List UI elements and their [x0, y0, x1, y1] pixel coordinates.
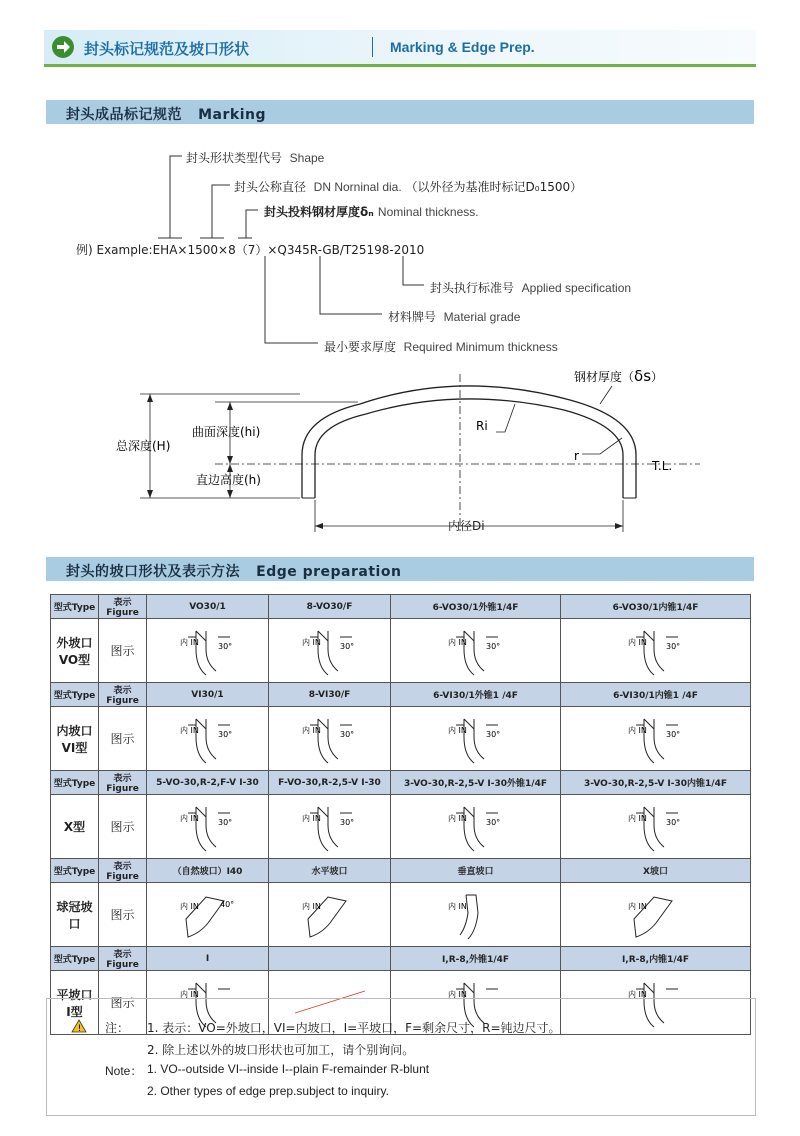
- edge-profile-figure: [391, 795, 561, 859]
- edge-profile-sketch: [606, 883, 706, 943]
- header-title-cn: 封头标记规范及坡口形状: [84, 40, 250, 58]
- edge-section-title: 封头的坡口形状及表示方法 Edge preparation: [66, 564, 402, 580]
- tl-label: T.L.: [652, 459, 673, 473]
- edge-profile-figure: [269, 883, 391, 947]
- type-label-cell: 型式Type: [51, 859, 99, 883]
- edge-code-cell: 3-VO-30,R-2,5-V I-30外锥1/4F: [391, 771, 561, 795]
- edge-type-name: 球冠坡口: [51, 883, 99, 947]
- edge-figure-row: [51, 795, 751, 859]
- edge-profile-figure: [561, 795, 751, 859]
- edge-figure-row: [51, 883, 751, 947]
- figure-label-cell: 表示Figure: [99, 771, 147, 795]
- note-en-label: Note：: [105, 1064, 143, 1078]
- spec-label: 封头执行标准号 Applied specification: [430, 281, 632, 295]
- edge-type-name: 外坡口 VO型: [51, 619, 99, 683]
- angle-label: 30°: [665, 730, 680, 739]
- edge-profile-sketch: [158, 883, 258, 943]
- edge-profile-figure: [561, 619, 751, 683]
- in-label: 内 IN: [301, 726, 321, 735]
- notes-box: [46, 998, 756, 1116]
- angle-label: 30°: [665, 642, 680, 651]
- edge-type-name: X型: [51, 795, 99, 859]
- angle-label: 30°: [339, 642, 354, 651]
- edge-profile-figure: [391, 707, 561, 771]
- figure-cell-label: 图示: [99, 795, 147, 859]
- edge-prep-table: [50, 594, 751, 1035]
- in-label: 内 IN: [301, 814, 321, 823]
- edge-type-name: 内坡口 VI型: [51, 707, 99, 771]
- edge-profile-sketch: [606, 707, 706, 767]
- edge-code-cell: 6-VI30/1内锥1 /4F: [561, 683, 751, 707]
- edge-code-cell: VI30/1: [147, 683, 269, 707]
- total-depth-label: 总深度(H): [116, 439, 171, 453]
- edge-code-cell: 3-VO-30,R-2,5-V I-30内锥1/4F: [561, 771, 751, 795]
- edge-header-row: [51, 771, 751, 795]
- edge-type-name: 平坡口 I型: [51, 971, 99, 1035]
- note-en-1: 1. VO--outside VI--inside I--plain F-remainder R-blunt: [147, 1062, 430, 1076]
- dish-depth-label: 曲面深度(hi): [192, 425, 261, 439]
- figure-label-cell: 表示Figure: [99, 683, 147, 707]
- type-label-cell: 型式Type: [51, 683, 99, 707]
- edge-profile-sketch: [426, 707, 526, 767]
- grade-label: 材料牌号 Material grade: [388, 310, 521, 324]
- in-label: 内 IN: [447, 638, 467, 647]
- edge-code-cell: VO30/1: [147, 595, 269, 619]
- edge-code-cell: 水平坡口: [269, 859, 391, 883]
- angle-label: 30°: [665, 818, 680, 827]
- edge-profile-sketch: [426, 883, 526, 943]
- min-thickness-label: 最小要求厚度 Required Minimum thickness: [324, 340, 558, 354]
- in-label: 内 IN: [179, 726, 199, 735]
- edge-code-cell: F-VO-30,R-2,5-V I-30: [269, 771, 391, 795]
- figure-label-cell: 表示Figure: [99, 595, 147, 619]
- in-label: 内 IN: [447, 814, 467, 823]
- edge-header-row: [51, 683, 751, 707]
- type-label-cell: 型式Type: [51, 947, 99, 971]
- edge-profile-sketch: [606, 619, 706, 679]
- in-label: 内 IN: [627, 726, 647, 735]
- edge-profile-sketch: [426, 795, 526, 855]
- note-en-2: 2. Other types of edge prep.subject to inquiry.: [147, 1084, 389, 1098]
- edge-section-bar: [46, 557, 754, 581]
- edge-profile-sketch: [158, 707, 258, 767]
- edge-code-cell: 垂直坡口: [391, 859, 561, 883]
- figure-cell-label: 图示: [99, 883, 147, 947]
- in-label: 内 IN: [627, 902, 647, 911]
- edge-profile-figure: [269, 707, 391, 771]
- edge-code-cell: I,R-8,外锥1/4F: [391, 947, 561, 971]
- edge-code-cell: 5-VO-30,R-2,F-V I-30: [147, 771, 269, 795]
- warning-icon: [71, 1019, 87, 1036]
- angle-label: 30°: [217, 642, 232, 651]
- edge-profile-figure: [147, 883, 269, 947]
- edge-code-cell: 8-VO30/F: [269, 595, 391, 619]
- edge-profile-figure: [391, 619, 561, 683]
- angle-label: 30°: [339, 818, 354, 827]
- svg-text:!: !: [77, 1024, 82, 1033]
- in-label: 内 IN: [447, 726, 467, 735]
- edge-profile-figure: [269, 795, 391, 859]
- figure-cell-label: 图示: [99, 707, 147, 771]
- type-label-cell: 型式Type: [51, 771, 99, 795]
- edge-profile-figure: [147, 707, 269, 771]
- header-title-en: Marking & Edge Prep.: [390, 39, 535, 55]
- in-label: 内 IN: [179, 990, 199, 999]
- edge-header-row: [51, 947, 751, 971]
- angle-label: 40°: [219, 900, 234, 909]
- angle-label: 30°: [217, 730, 232, 739]
- figure-label-cell: 表示Figure: [99, 947, 147, 971]
- edge-header-row: [51, 595, 751, 619]
- in-label: 内 IN: [179, 638, 199, 647]
- edge-code-cell: 6-VI30/1外锥1 /4F: [391, 683, 561, 707]
- dn-label: 封头公称直径 DN Norninal dia. （以外径为基准时标记D₀1500）: [234, 180, 583, 194]
- edge-code-cell: I,R-8,内锥1/4F: [561, 947, 751, 971]
- in-label: 内 IN: [627, 638, 647, 647]
- edge-profile-figure: [147, 795, 269, 859]
- in-label: 内 IN: [627, 990, 647, 999]
- edge-code-cell: 6-VO30/1外锥1/4F: [391, 595, 561, 619]
- figure-cell-label: 图示: [99, 619, 147, 683]
- in-label: 内 IN: [179, 902, 199, 911]
- edge-figure-row: [51, 619, 751, 683]
- angle-label: 30°: [485, 818, 500, 827]
- edge-profile-sketch: [158, 795, 258, 855]
- edge-profile-figure: [561, 707, 751, 771]
- edge-code-cell: 6-VO30/1内锥1/4F: [561, 595, 751, 619]
- in-label: 内 IN: [301, 902, 321, 911]
- edge-profile-sketch: [606, 795, 706, 855]
- angle-label: 30°: [485, 642, 500, 651]
- edge-code-cell: I: [147, 947, 269, 971]
- marking-section-title: 封头成品标记规范 Marking: [66, 107, 267, 123]
- note-cn-2: 2. 除上述以外的坡口形状也可加工，请个别询问。: [147, 1043, 415, 1057]
- in-label: 内 IN: [301, 638, 321, 647]
- edge-code-cell: X坡口: [561, 859, 751, 883]
- edge-profile-figure: [269, 619, 391, 683]
- angle-label: 30°: [339, 730, 354, 739]
- in-label: 内 IN: [627, 814, 647, 823]
- edge-profile-sketch: [280, 619, 380, 679]
- ri-label: Ri: [476, 419, 488, 433]
- type-label-cell: 型式Type: [51, 595, 99, 619]
- edge-profile-sketch: [426, 619, 526, 679]
- edge-figure-row: [51, 707, 751, 771]
- note-cn-1: 1. 表示：VO=外坡口，VI=内坡口，I=平坡口，F=剩余尺寸，R=钝边尺寸。: [147, 1021, 561, 1035]
- in-label: 内 IN: [179, 814, 199, 823]
- marking-leader-lines: [0, 0, 800, 360]
- edge-header-row: [51, 859, 751, 883]
- note-cn-label: 注：: [105, 1021, 130, 1035]
- thickness-label: 封头投料钢材厚度δₙ Nominal thickness.: [264, 205, 479, 219]
- straight-height-label: 直边高度(h): [196, 473, 261, 487]
- edge-profile-figure: [391, 883, 561, 947]
- figure-label-cell: 表示Figure: [99, 859, 147, 883]
- in-label: 内 IN: [447, 902, 467, 911]
- shape-label: 封头形状类型代号 Shape: [186, 151, 325, 165]
- angle-label: 30°: [485, 730, 500, 739]
- edge-profile-sketch: [280, 795, 380, 855]
- in-label: 内 IN: [447, 990, 467, 999]
- edge-code-cell: [269, 947, 391, 971]
- edge-profile-sketch: [158, 619, 258, 679]
- edge-code-cell: （自然坡口）I40: [147, 859, 269, 883]
- angle-label: 30°: [217, 818, 232, 827]
- id-label: 内径Di: [448, 519, 485, 533]
- edge-profile-figure: [147, 619, 269, 683]
- edge-profile-sketch: [280, 883, 380, 943]
- edge-code-cell: 8-VI30/F: [269, 683, 391, 707]
- head-section-diagram: [0, 360, 800, 550]
- marking-example: 例) Example:EHA×1500×8（7）×Q345R-GB/T25198-2010: [76, 243, 425, 257]
- steel-thickness-label: 钢材厚度（δs）: [574, 367, 664, 385]
- edge-profile-figure: [561, 883, 751, 947]
- edge-profile-sketch: [280, 707, 380, 767]
- figure-cell-label: 图示: [99, 971, 147, 1035]
- r-label: r: [574, 449, 579, 463]
